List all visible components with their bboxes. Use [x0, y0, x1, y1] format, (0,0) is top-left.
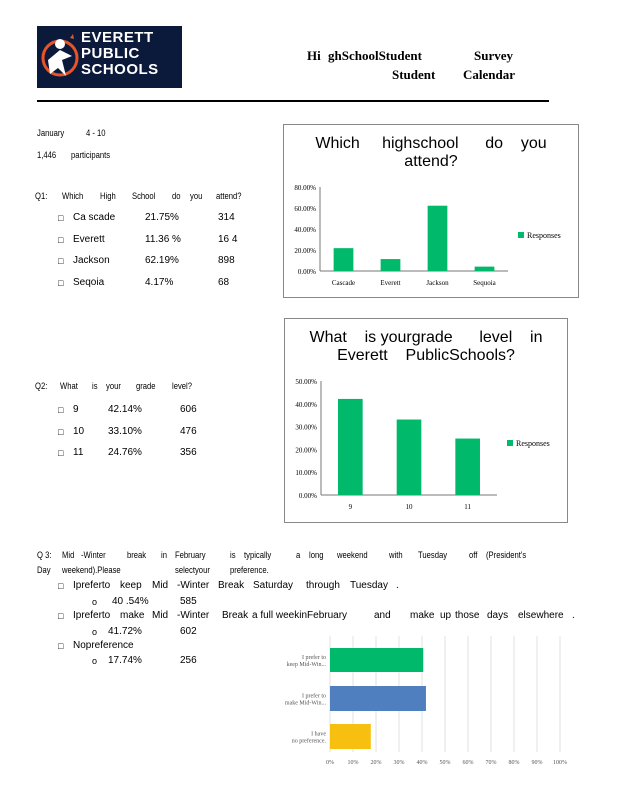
option-pct: 41.72% — [108, 626, 142, 637]
bullet-icon: □ — [58, 581, 64, 591]
q2-word: is — [92, 381, 98, 391]
answer-count: 898 — [218, 255, 235, 266]
x-tick-label: 70% — [485, 760, 497, 766]
chart-legend — [507, 439, 550, 448]
logo-line-1: EVERETT — [81, 29, 154, 46]
x-tick-label: 50% — [439, 760, 451, 766]
q2-word: Q2: — [35, 381, 48, 391]
bar — [455, 439, 480, 495]
option-word: Break — [218, 580, 245, 591]
subtitle-part: Student — [392, 67, 436, 82]
chart-title-word: in — [530, 329, 543, 346]
x-tick-label: Everett — [380, 279, 401, 287]
answer-count: 16 4 — [218, 234, 238, 245]
bullet-icon: □ — [58, 611, 64, 621]
option-count: 585 — [180, 596, 197, 607]
q3-word: Q 3: — [37, 550, 52, 560]
q3-word: a — [296, 550, 301, 560]
bar — [338, 399, 363, 495]
answer-count: 314 — [218, 212, 235, 223]
chart-title-word: Everett — [337, 347, 388, 364]
option-word: through — [306, 580, 340, 591]
answer-pct: 21.75% — [145, 212, 179, 223]
bullet-icon: □ — [58, 256, 64, 266]
q3-word: (President's — [486, 550, 527, 560]
bar — [397, 420, 422, 495]
bullet-icon: □ — [58, 213, 64, 223]
option-word: keep — [120, 580, 142, 591]
y-tick-label: 50.00% — [295, 378, 317, 386]
x-tick-label: 9 — [348, 503, 353, 511]
y-tick-label: 80.00% — [294, 184, 316, 192]
bullet-icon: □ — [58, 235, 64, 245]
option-word: a full weekinFebruary — [252, 610, 348, 621]
answer-pct: 62.19% — [145, 255, 179, 266]
y-tick-label: I prefer to — [302, 655, 326, 661]
option-word: Ipreferto — [73, 610, 111, 621]
y-tick-label: 20.00% — [295, 446, 317, 455]
title-part: ghSchoolStudent — [328, 48, 422, 63]
option-word: Break — [222, 610, 249, 621]
x-tick-label: Cascade — [331, 279, 356, 287]
legend-swatch — [507, 440, 513, 446]
subtitle-part: Calendar — [463, 67, 515, 82]
x-tick-label: 0% — [326, 760, 334, 766]
q1-word: attend? — [216, 191, 242, 201]
q3-word: Day — [37, 565, 51, 575]
bullet-icon: □ — [58, 641, 64, 651]
participants-count: 1,446 — [37, 150, 57, 160]
q3-word: February — [175, 550, 206, 560]
answer-pct: 24.76% — [108, 447, 142, 458]
bar — [330, 724, 371, 749]
option-word: Tuesday — [350, 580, 388, 591]
y-tick-label: 60.00% — [294, 205, 316, 213]
logo-line-2: PUBLIC — [81, 45, 140, 62]
x-tick-label: 80% — [508, 760, 520, 766]
q3-word: long — [309, 550, 324, 560]
logo-mark-icon — [40, 30, 80, 84]
y-tick-label: I have — [311, 731, 326, 738]
q1-word: Which — [62, 191, 84, 201]
q2-word: What — [60, 381, 78, 391]
chart-title-word: attend? — [404, 153, 458, 170]
bullet-icon: □ — [58, 448, 64, 458]
chart-title-word: you — [520, 135, 547, 152]
option-word: Ipreferto — [73, 580, 111, 591]
answer-count: 476 — [180, 426, 197, 437]
option-word: elsewhere — [518, 610, 564, 621]
chart-title-word: level — [479, 329, 513, 346]
answer-pct: 4.17% — [145, 277, 174, 288]
bar — [381, 259, 401, 271]
answer-label: 9 — [73, 404, 79, 415]
option-word: make — [120, 610, 145, 621]
q3-word: preference. — [230, 565, 269, 575]
q2-word: grade — [136, 381, 156, 391]
x-tick-label: 90% — [531, 760, 543, 766]
legend-label: Responses — [527, 231, 561, 240]
chart-plot — [285, 319, 567, 522]
y-tick-label: 40.00% — [294, 226, 316, 234]
y-tick-label: 0.00% — [297, 268, 316, 276]
q1-word: Q1: — [35, 191, 48, 201]
q3-word: typically — [244, 550, 272, 560]
answer-count: 356 — [180, 447, 197, 458]
y-tick-label: make Mid-Win... — [284, 700, 326, 707]
x-tick-label: 30% — [393, 760, 405, 766]
y-tick-label: 10.00% — [295, 469, 317, 478]
header-divider — [37, 100, 549, 102]
q3-word: in — [161, 550, 167, 560]
chart-title-word: do — [485, 135, 504, 152]
q3-word: is — [230, 550, 236, 560]
y-tick-label: no preference. — [291, 738, 326, 745]
answer-pct: 33.10% — [108, 426, 142, 437]
bullet-icon: □ — [58, 405, 64, 415]
q1-word: School — [132, 191, 156, 201]
option-word: . — [572, 610, 575, 621]
option-word: days — [487, 610, 509, 621]
answer-label: 11 — [73, 447, 84, 458]
chart-plot — [284, 125, 578, 297]
bullet-icon: □ — [58, 278, 64, 288]
x-tick-label: 10% — [347, 760, 359, 766]
x-tick-label: 10 — [405, 503, 413, 511]
y-tick-label: 30.00% — [295, 423, 317, 432]
answer-label: Everett — [73, 234, 105, 245]
option-count: 256 — [180, 655, 197, 666]
chart-title-word: PublicSchools? — [405, 347, 515, 364]
option-pct: 17.74% — [108, 655, 142, 666]
y-tick-label: keep Mid-Win... — [286, 662, 326, 668]
option-word: Saturday — [253, 580, 294, 591]
x-tick-label: Jackson — [426, 279, 449, 287]
option-word: Mid — [152, 580, 169, 591]
answer-count: 68 — [218, 277, 230, 288]
chart-grade — [284, 318, 568, 523]
y-tick-label: 40.00% — [295, 400, 317, 409]
bar — [475, 267, 495, 271]
answer-count: 606 — [180, 404, 197, 415]
chart-title-word: is yourgrade — [364, 329, 453, 346]
option-word: Nopreference — [73, 640, 134, 651]
q3-word: with — [389, 550, 403, 560]
answer-pct: 42.14% — [108, 404, 142, 415]
option-word: . — [396, 580, 399, 591]
chart-title-word: Which — [315, 135, 360, 152]
q3-word: -Winter — [81, 550, 106, 560]
answer-label: Seqoia — [73, 277, 105, 288]
option-word: up — [440, 610, 452, 621]
q3-word: break — [127, 550, 147, 560]
q2-word: level? — [172, 381, 192, 391]
chart-school — [283, 124, 579, 298]
option-pct: 40 .54% — [112, 596, 149, 607]
y-tick-label: I prefer to — [302, 693, 326, 700]
x-tick-label: Sequoia — [473, 279, 496, 287]
legend-swatch — [518, 232, 524, 238]
x-tick-label: 20% — [370, 760, 382, 766]
q3-word: selectyour — [175, 565, 210, 575]
bullet-icon: □ — [58, 427, 64, 437]
y-tick-label: 0.00% — [298, 492, 317, 500]
q3-word: off — [469, 550, 478, 560]
circle-bullet-icon: o — [92, 656, 98, 666]
survey-dates: January — [37, 128, 65, 138]
answer-pct: 11.36 % — [145, 234, 181, 245]
chart-legend — [518, 231, 561, 240]
option-count: 602 — [180, 626, 197, 637]
x-tick-label: 40% — [416, 760, 428, 766]
x-tick-label: 100% — [553, 760, 567, 766]
answer-label: Jackson — [73, 255, 110, 266]
option-word: -Winter — [177, 610, 210, 621]
x-tick-label: 60% — [462, 760, 474, 766]
option-word: Mid — [152, 610, 169, 621]
x-tick-label: 11 — [464, 503, 472, 511]
chart-title-word: highschool — [382, 135, 459, 152]
bar — [330, 686, 426, 711]
legend-label: Responses — [516, 439, 550, 448]
q1-word: you — [190, 191, 203, 201]
option-word: -Winter — [177, 580, 210, 591]
district-logo — [37, 26, 182, 88]
circle-bullet-icon: o — [92, 597, 98, 607]
y-tick-label: 20.00% — [294, 247, 316, 255]
chart-title-word: What — [309, 329, 347, 346]
q3-word: Tuesday — [418, 550, 448, 560]
option-word: those — [455, 610, 480, 621]
q1-word: High — [100, 191, 116, 201]
bar — [334, 248, 354, 271]
q1-word: do — [172, 191, 181, 201]
q3-word: Mid — [62, 550, 75, 560]
title-part: Survey — [474, 48, 513, 63]
answer-label: Ca scade — [73, 212, 116, 223]
q2-word: your — [106, 381, 121, 391]
bar — [330, 648, 423, 672]
q3-word: weekend).Please — [62, 565, 121, 575]
answer-label: 10 — [73, 426, 85, 437]
option-word: make — [410, 610, 435, 621]
chart-preference — [270, 630, 570, 770]
logo-line-3: SCHOOLS — [81, 61, 159, 78]
participants-label: participants — [71, 150, 111, 160]
q3-word: weekend — [337, 550, 368, 560]
survey-dates-range: 4 - 10 — [86, 128, 106, 138]
circle-bullet-icon: o — [92, 627, 98, 637]
bar — [428, 206, 448, 271]
option-word: and — [374, 610, 391, 621]
title-part: Hi — [307, 48, 321, 63]
